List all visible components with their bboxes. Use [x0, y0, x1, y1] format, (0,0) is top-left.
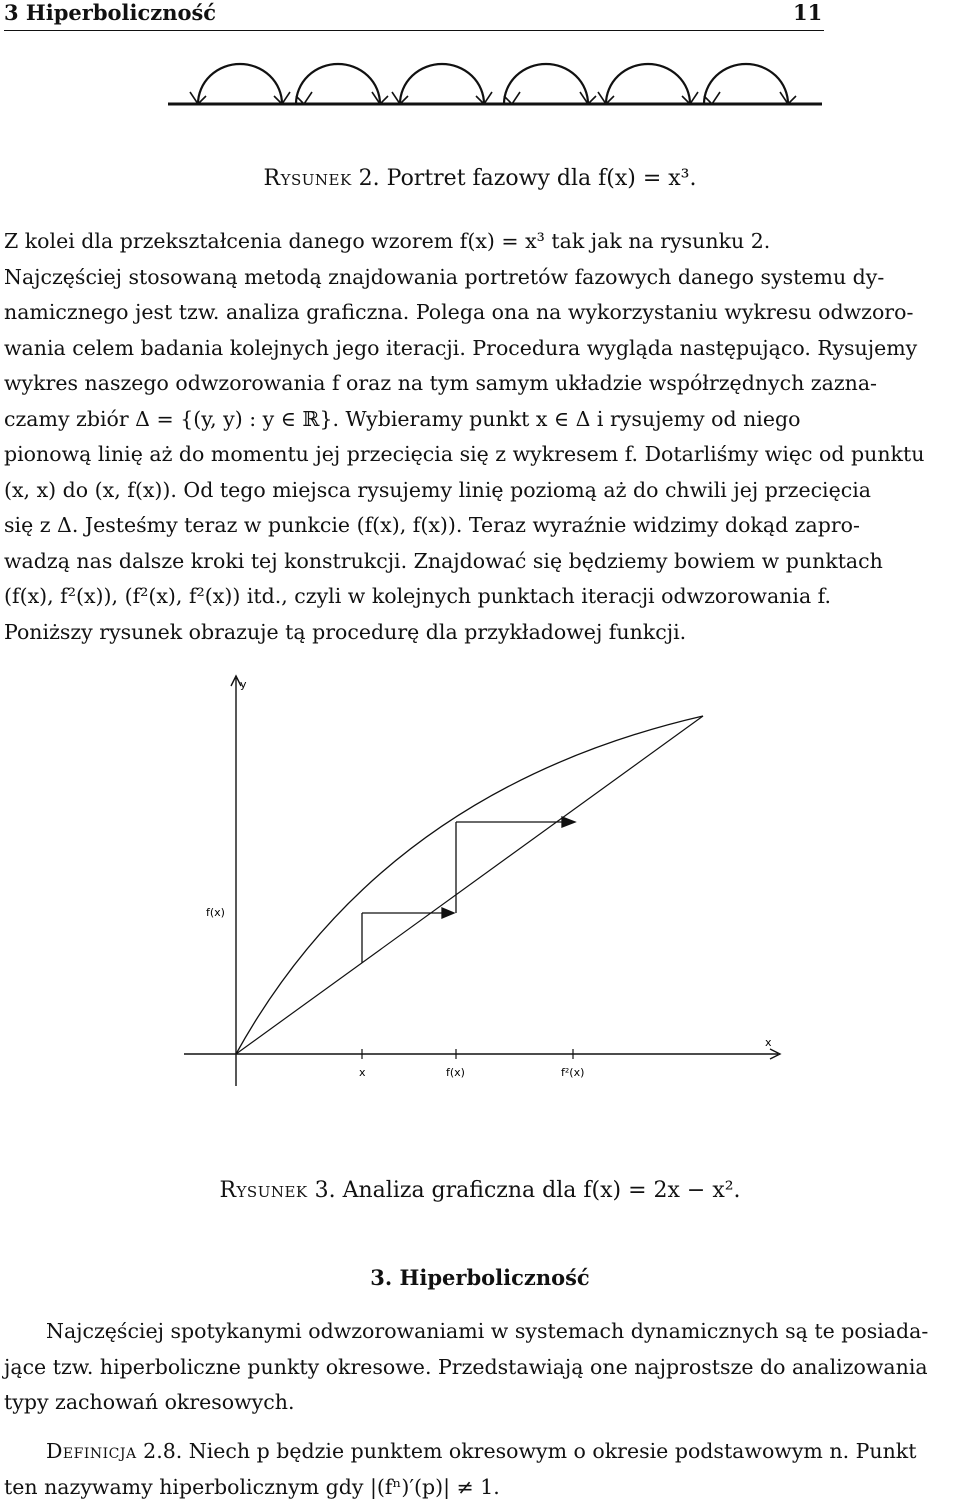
- phase-arc: [400, 64, 484, 104]
- figure-2-phase-portrait: [0, 40, 960, 130]
- paragraph-line: czamy zbiór Δ = {(y, y) : y ∈ ℝ}. Wybieramy punkt x ∈ Δ i rysujemy od niego: [4, 402, 960, 438]
- fx-label: f(x): [206, 906, 225, 919]
- x-axis-label: x: [765, 1036, 772, 1049]
- paragraph-line: typy zachowań okresowych.: [4, 1385, 960, 1421]
- figure-3-caption-label: Rysunek: [219, 1178, 307, 1203]
- paragraph-line: Najczęściej spotykanymi odwzorowaniami w systemach dynamicznych są te posiada-: [4, 1314, 960, 1350]
- definition-text: 2.8. Niech p będzie punktem okresowym o okresie podstawowym n. Punkt: [143, 1439, 916, 1463]
- paragraph-line: (f(x), f²(x)), (f²(x), f²(x)) itd., czyli w kolejnych punktach iteracji odwzorowania f.: [4, 579, 960, 615]
- figure-2-caption: [0, 166, 960, 191]
- paragraph-graphical-analysis: [4, 224, 960, 650]
- paragraph-line: wykres naszego odwzorowania f oraz na tym samym układzie współrzędnych zazna-: [4, 366, 960, 402]
- paragraph-line: się z Δ. Jesteśmy teraz w punkcie (f(x), f(x)). Teraz wyraźnie widzimy dokąd zapro-: [4, 508, 960, 544]
- header-rule: [4, 30, 824, 31]
- phase-arc: [198, 64, 282, 104]
- diagonal-line: [236, 716, 703, 1054]
- definition-block: [4, 1434, 960, 1505]
- phase-arc: [606, 64, 690, 104]
- paragraph-line: (x, x) do (x, f(x)). Od tego miejsca rysujemy linię poziomą aż do chwili jej przecięcia: [4, 473, 960, 509]
- tick-label-fx: f(x): [446, 1066, 465, 1079]
- paragraph-line: wania celem badania kolejnych jego iteracji. Procedura wygląda następująco. Rysujemy: [4, 331, 960, 367]
- paragraph-line: jące tzw. hiperboliczne punkty okresowe. Przedstawiają one najprostsze do analizowania: [4, 1350, 960, 1386]
- figure-3-cobweb-diagram: [0, 670, 960, 1150]
- figure-3-caption-text: 3. Analiza graficzna dla f(x) = 2x − x².: [315, 1178, 741, 1203]
- running-header-title: 3 Hiperboliczność: [4, 0, 216, 25]
- definition-line: ten nazywamy hiperbolicznym gdy |(fⁿ)′(p)| ≠ 1.: [4, 1470, 960, 1505]
- figure-2-caption-label: Rysunek: [264, 166, 352, 191]
- paragraph-line: pionową linię aż do momentu jej przecięcia się z wykresem f. Dotarliśmy więc od punktu: [4, 437, 960, 473]
- section-heading: 3. Hiperboliczność: [0, 1265, 960, 1290]
- figure-2-caption-text: 2. Portret fazowy dla f(x) = x³.: [359, 166, 697, 191]
- cobweb-path: [362, 817, 575, 963]
- paragraph-line: namicznego jest tzw. analiza graficzna. Polega ona na wykorzystaniu wykresu odwzoro-: [4, 295, 960, 331]
- definition-label: Definicja: [46, 1439, 137, 1463]
- definition-line: [4, 1434, 960, 1470]
- page-number: 11: [793, 0, 822, 25]
- paragraph-line: wadzą nas dalsze kroki tej konstrukcji. Znajdować się będziemy bowiem w punktach: [4, 544, 960, 580]
- tick-label-x: x: [359, 1066, 366, 1079]
- figure-3-caption: [0, 1178, 960, 1203]
- paragraph-hyperbolic: [4, 1314, 960, 1421]
- paragraph-line: Z kolei dla przekształcenia danego wzorem f(x) = x³ tak jak na rysunku 2.: [4, 224, 960, 260]
- paragraph-line: Najczęściej stosowaną metodą znajdowania portretów fazowych danego systemu dy-: [4, 260, 960, 296]
- paragraph-line: Poniższy rysunek obrazuje tą procedurę dla przykładowej funkcji.: [4, 615, 960, 651]
- y-axis-label: y: [240, 678, 247, 691]
- tick-label-f2x: f²(x): [561, 1066, 584, 1079]
